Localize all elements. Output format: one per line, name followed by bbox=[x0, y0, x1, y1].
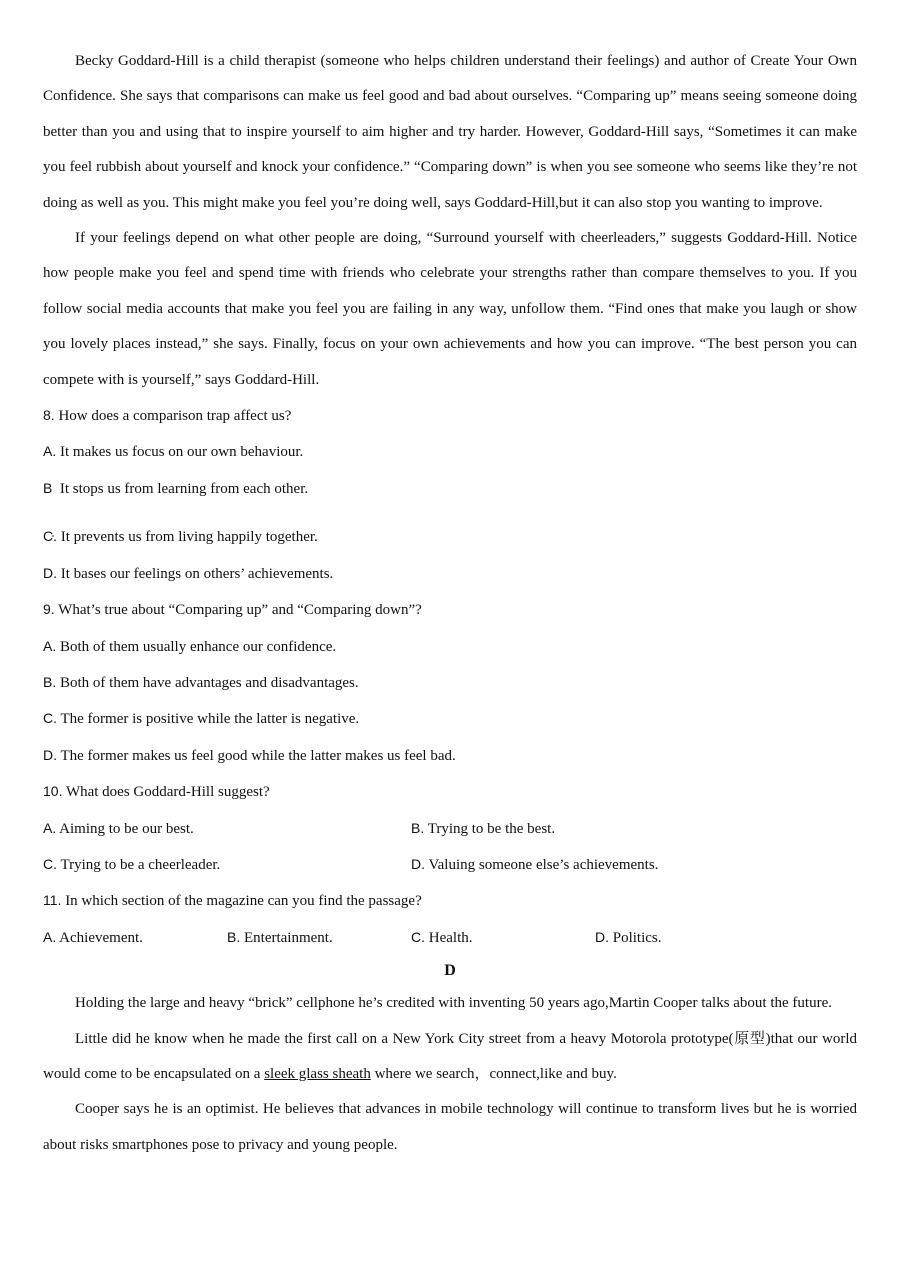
option-letter: A. bbox=[43, 443, 57, 460]
question-11-option-a[interactable] bbox=[43, 920, 227, 956]
option-text: It bases our feelings on others’ achievements. bbox=[60, 565, 334, 582]
section-d-paragraph-2 bbox=[43, 1022, 857, 1093]
question-10 bbox=[43, 774, 857, 810]
document-page bbox=[43, 44, 857, 1163]
option-text: Both of them usually enhance our confidence. bbox=[59, 638, 337, 655]
question-text: What’s true about “Comparing up” and “Comparing down”? bbox=[58, 602, 422, 619]
option-text: It stops us from learning from each other. bbox=[59, 480, 309, 497]
option-letter: D. bbox=[411, 855, 425, 872]
question-9 bbox=[43, 592, 857, 628]
question-10-options-row-2 bbox=[43, 847, 857, 883]
question-10-option-a[interactable] bbox=[43, 811, 411, 847]
option-text: Aiming to be our best. bbox=[59, 820, 194, 837]
section-d-paragraph-3: Cooper says he is an optimist. He believes that advances in mobile technology will continue to transform lives but he is worried about risks smartphones pose to privacy and young people. bbox=[43, 1101, 857, 1153]
option-letter: A. bbox=[43, 928, 57, 945]
option-letter: B. bbox=[411, 819, 425, 836]
paragraph-text-after: where we search，connect,like and buy. bbox=[370, 1065, 617, 1082]
question-8-option-b[interactable] bbox=[43, 471, 857, 507]
question-9-option-d[interactable] bbox=[43, 738, 857, 774]
underlined-phrase: sleek glass sheath bbox=[264, 1065, 371, 1082]
question-number: 10. bbox=[43, 783, 63, 800]
option-text: Trying to be a cheerleader. bbox=[60, 856, 221, 873]
question-text: How does a comparison trap affect us? bbox=[58, 408, 292, 425]
option-letter: B. bbox=[43, 673, 57, 690]
option-text: Health. bbox=[428, 929, 473, 946]
question-9-option-b[interactable] bbox=[43, 665, 857, 701]
question-8 bbox=[43, 398, 857, 434]
question-number: 9. bbox=[43, 601, 55, 618]
option-letter: C. bbox=[43, 528, 57, 545]
question-text: In which section of the magazine can you find the passage? bbox=[65, 893, 422, 910]
option-letter: C. bbox=[43, 710, 57, 727]
question-11-option-b[interactable] bbox=[227, 920, 411, 956]
option-text: It prevents us from living happily together. bbox=[60, 529, 318, 546]
option-letter: C. bbox=[411, 928, 425, 945]
question-10-option-b[interactable] bbox=[411, 811, 779, 847]
option-text: Achievement. bbox=[59, 929, 143, 946]
option-text: Trying to be the best. bbox=[427, 820, 556, 837]
question-10-options-row-1 bbox=[43, 811, 857, 847]
option-letter: A. bbox=[43, 819, 57, 836]
option-letter: B bbox=[43, 479, 53, 496]
section-d-heading: D bbox=[444, 962, 456, 980]
option-text: Entertainment. bbox=[243, 929, 333, 946]
option-letter: A. bbox=[43, 637, 57, 654]
option-text: It makes us focus on our own behaviour. bbox=[59, 444, 304, 461]
option-letter: D. bbox=[43, 746, 57, 763]
question-10-option-d[interactable] bbox=[411, 847, 779, 883]
option-letter: D. bbox=[43, 564, 57, 581]
question-8-option-c[interactable] bbox=[43, 519, 857, 555]
option-text: Both of them have advantages and disadvantages. bbox=[59, 674, 359, 691]
question-11-option-d[interactable] bbox=[595, 920, 779, 956]
question-number: 11. bbox=[43, 892, 62, 909]
question-number: 8. bbox=[43, 407, 55, 424]
section-d-paragraph-1: Holding the large and heavy “brick” cellphone he’s credited with inventing 50 years ago,Martin Cooper talks about the future. bbox=[75, 995, 832, 1012]
question-8-option-a[interactable] bbox=[43, 434, 857, 470]
option-text: Politics. bbox=[612, 929, 662, 946]
question-8-option-d[interactable] bbox=[43, 556, 857, 592]
question-11-options-row bbox=[43, 920, 857, 956]
option-letter: B. bbox=[227, 928, 241, 945]
option-text: Valuing someone else’s achievements. bbox=[428, 856, 659, 873]
question-10-option-c[interactable] bbox=[43, 847, 411, 883]
option-letter: D. bbox=[595, 928, 609, 945]
question-9-option-c[interactable] bbox=[43, 701, 857, 737]
passage-paragraph-2: If your feelings depend on what other people are doing, “Surround yourself with cheerleaders,” suggests Goddard-Hill. Notice how people make you feel and spend time with friends who celebrate your strengths rather than compare themselves to you. If you follow social media accounts that make you feel you are failing in any way, unfollow them. “Find ones that make you laugh or show you lovely places instead,” she says. Finally, focus on your own achievements and how you can improve. “The best person you can compete with is yourself,” says Goddard-Hill. bbox=[43, 230, 857, 388]
question-9-option-a[interactable] bbox=[43, 629, 857, 665]
question-11 bbox=[43, 883, 857, 919]
paragraph-text-before: Little did he know when he made the first call on a New York City street from a heavy Motorola prototype(原型)that our world would come to be encapsulated on a bbox=[43, 1030, 857, 1082]
passage-paragraph-1: Becky Goddard-Hill is a child therapist (someone who helps children understand their feelings) and author of Create Your Own Confidence. She says that comparisons can make us feel good and bad about ourselves. “Comparing up” means seeing someone doing better than you and using that to inspire yourself to aim higher and try harder. However, Goddard-Hill says, “Sometimes it can make you feel rubbish about yourself and knock your confidence.” “Comparing down” is when you see someone who seems like they’re not doing as well as you. This might make you feel you’re doing well, says Goddard-Hill,but it can also stop you wanting to improve. bbox=[43, 53, 857, 211]
question-11-option-c[interactable] bbox=[411, 920, 595, 956]
option-text: The former is positive while the latter is negative. bbox=[60, 711, 360, 728]
option-text: The former makes us feel good while the latter makes us feel bad. bbox=[60, 747, 456, 764]
option-letter: C. bbox=[43, 855, 57, 872]
question-text: What does Goddard-Hill suggest? bbox=[65, 784, 270, 801]
